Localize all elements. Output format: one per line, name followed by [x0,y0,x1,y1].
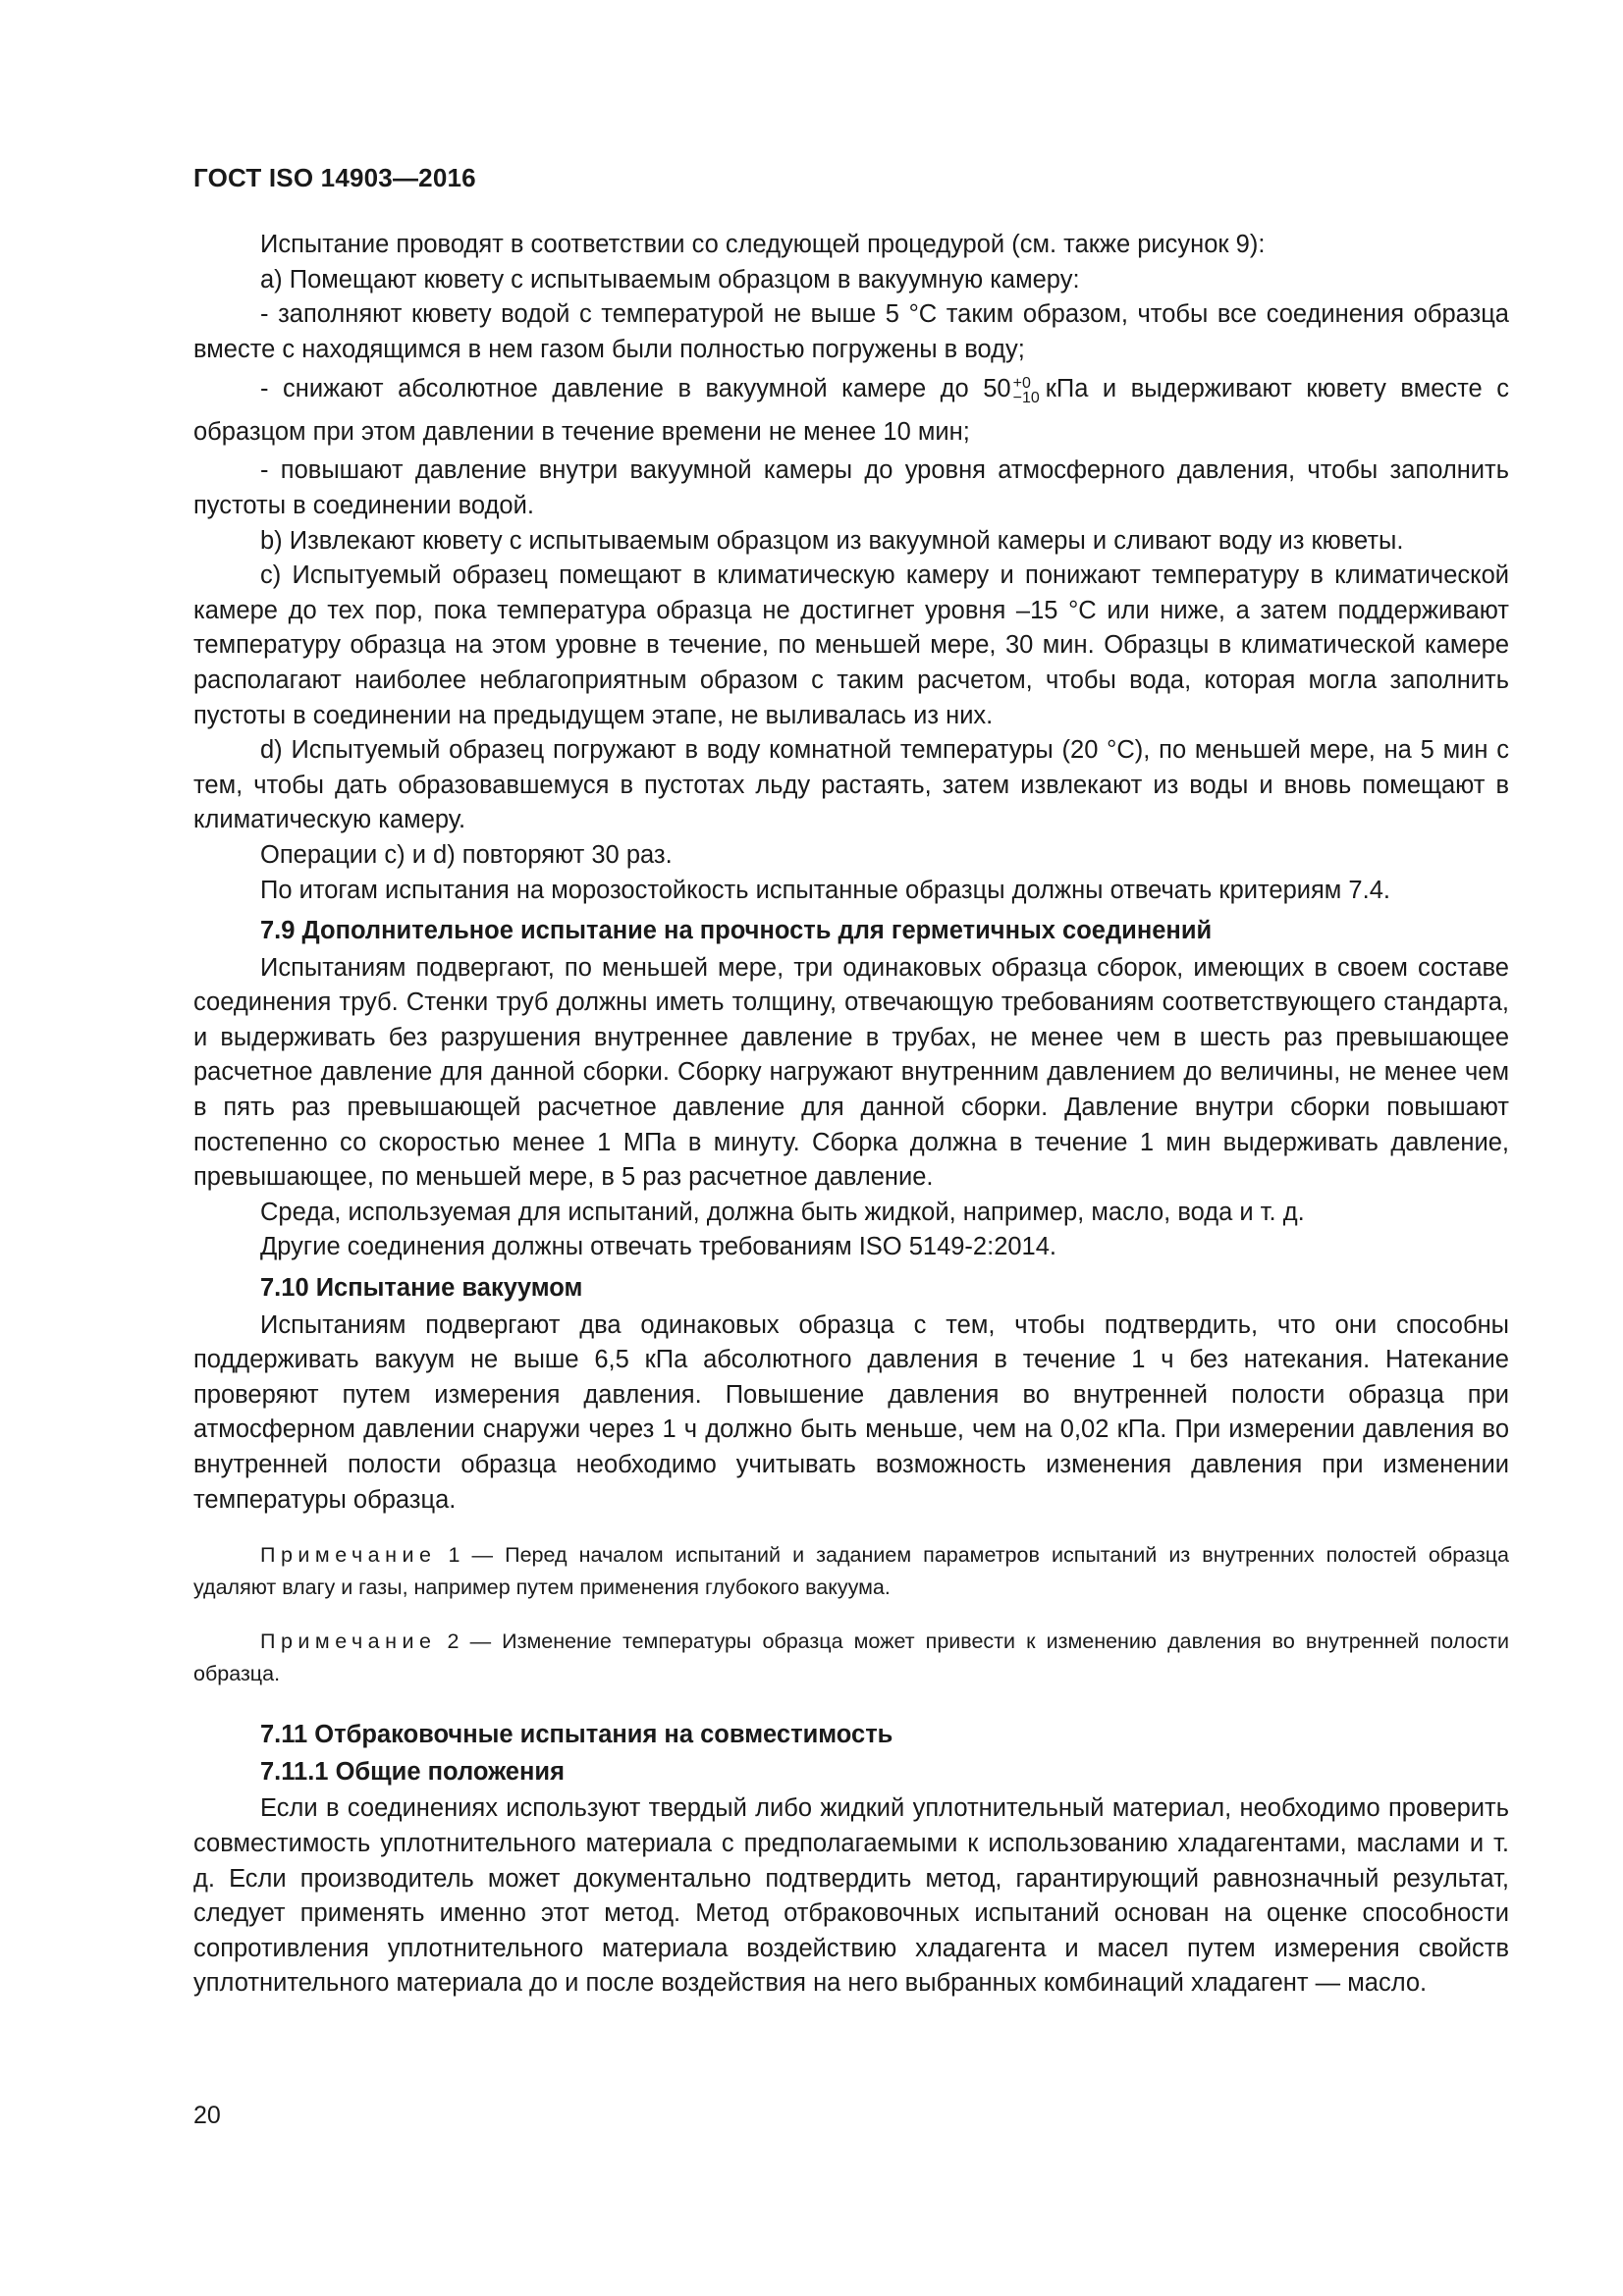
paragraph: По итогам испытания на морозостойкость испытанные образцы должны отвечать критериям 7.4. [260,876,1390,904]
paragraph: Операции c) и d) повторяют 30 раз. [260,840,673,869]
section-heading-7-10: 7.10 Испытание вакуумом [260,1274,583,1303]
paragraph: - повышают давление внутри вакуумной камеры до уровня атмосферного давления, чтобы заполнить пустоты в соединении водой. [193,456,1509,519]
paragraph: Если в соединениях используют твердый либо жидкий уплотнительный материал, необходимо проверить совместимость уплотнительного материала с предполагаемыми к использованию хладагентами, маслами и т. д. Если производитель может документально подтвердить метод, гарантирующий равнозначный результат, следует применять именно этот метод. Метод отбраковочных испытаний основан на оценке способности сопротивления уплотнительного материала воздействию хладагента и масел путем измерения свойств уплотнительного материала до и после воздействия на него выбранных комбинаций хладагент — масло. [193,1794,1509,1998]
note-label: Примечание [260,1629,437,1654]
document-header: ГОСТ ISO 14903—2016 [193,163,476,192]
note-label: Примечание [260,1543,437,1568]
paragraph: Другие соединения должны отвечать требованиям ISO 5149-2:2014. [260,1233,1057,1261]
paragraph-with-tolerance [193,367,1509,454]
tolerance [1013,376,1040,405]
subsection-heading-7-11-1: 7.11.1 Общие положения [260,1757,565,1786]
text-after: кПа и выдерживают кювету вместе с образцом при этом давлении в течение времени не менее 10 мин; [193,375,1509,447]
note-2 [193,1626,1509,1690]
note-1 [193,1539,1509,1604]
note-text: 2 — Изменение температуры образца может привести к изменению давления во внутренней полости образца. [193,1629,1509,1686]
list-item-d: d) Испытуемый образец погружают в воду комнатной температуры (20 °С), по меньшей мере, на 5 мин с тем, чтобы дать образовавшемуся в пустотах льду растаять, затем извлекают из воды и вновь помещают в климатическую камеру. [193,736,1509,834]
tolerance-upper: +0 [1012,375,1031,393]
list-item-a: a) Помещают кювету с испытываемым образцом в вакуумную камеру: [260,265,1080,294]
list-item-c: c) Испытуемый образец помещают в климатическую камеру и понижают температуру в климатической камере до тех пор, пока температура образца не достигнет уровня –15 °С или ниже, а затем поддерживают температуру образца на этом уровне в течение, по меньшей мере, 30 мин. Образцы в климатической камере располагают наиболее неблагоприятным образом с таким расчетом, чтобы вода, которая могла заполнить пустоты в соединении на предыдущем этапе, не выливалась из них. [193,561,1509,729]
paragraph: - заполняют кювету водой с температурой не выше 5 °С таким образом, чтобы все соединения образца вместе с находящимся в нем газом были полностью погружены в воду; [193,300,1509,363]
tolerance-lower: −10 [1012,390,1040,407]
section-heading-7-9: 7.9 Дополнительное испытание на прочность для герметичных соединений [260,917,1213,945]
paragraph: Испытаниям подвергают, по меньшей мере, три одинаковых образца сборок, имеющих в своем составе соединения труб. Стенки труб должны иметь толщину, отвечающую требованиям соответствующего стандарта, и выдерживать без разрушения внутреннее давление в трубах, не менее чем в шесть раз превышающее расчетное давление для данной сборки. Сборку нагружают внутренним давлением до величины, не менее чем в пять раз превышающей расчетное давление для данной сборки. Давление внутри сборки повышают постепенно со скоростью менее 1 МПа в минуту. Сборка должна в течение 1 мин выдерживать давление, превышающее, по меньшей мере, в 5 раз расчетное давление. [193,953,1509,1192]
paragraph: Испытаниям подвергают два одинаковых образца с тем, чтобы подтвердить, что они способны поддерживать вакуум не выше 6,5 кПа абсолютного давления в течение 1 ч без натекания. Натекание проверяют путем измерения давления. Повышение давления во внутренней полости образца при атмосферном давлении снаружи через 1 ч должно быть меньше, чем на 0,02 кПа. При измерении давления во внутренней полости образца необходимо учитывать возможность изменения давления при изменении температуры образца. [193,1310,1509,1514]
paragraph: Испытание проводят в соответствии со следующей процедурой (см. также рисунок 9): [260,231,1266,258]
page-body [193,228,1509,2002]
note-text: 1 — Перед началом испытаний и заданием параметров испытаний из внутренних полостей образца удаляют влагу и газы, например путем применения глубокого вакуума. [193,1543,1509,1600]
list-item-b: b) Извлекают кювету с испытываемым образцом из вакуумной камеры и сливают воду из кюветы. [260,526,1404,555]
page-number: 20 [193,2102,221,2129]
paragraph: Среда, используемая для испытаний, должна быть жидкой, например, масло, вода и т. д. [260,1198,1305,1226]
text-before: - снижают абсолютное давление в вакуумной камере до 50 [260,375,1011,403]
section-heading-7-11: 7.11 Отбраковочные испытания на совместимость [260,1721,893,1749]
